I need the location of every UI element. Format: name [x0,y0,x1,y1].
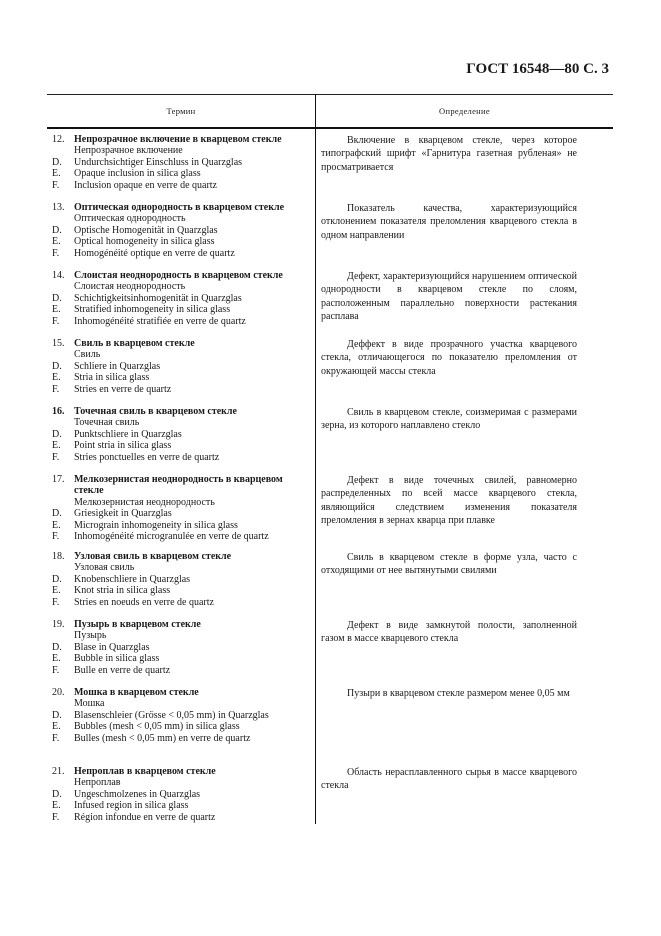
definition-text: Свиль в кварцевом стекле, соизмеримая с размерами зерна, из которого наплавлено стекло [321,407,577,432]
term-entry [52,338,310,395]
term-translation: Stries ponctuelles en verre de quartz [74,451,220,463]
definition-text: Показатель качества, характеризующийся отклонением показателя преломления кварцевого стекла в одном направлении [321,203,577,241]
term-translation: Blasenschleier (Grösse < 0,05 mm) in Quarzglas [74,709,269,721]
term-translation: Stries en verre de quartz [74,383,172,395]
term-e: E. Bubble in silica glass [52,653,160,665]
term-translation: Bulles (mesh < 0,05 mm) en verre de quartz [74,732,251,744]
term-name: Мелкозернистая неоднородность в кварцевом стекле [74,474,283,497]
term-name: Непрозрачное включение в кварцевом стекле [74,134,282,145]
term-number: 12. [52,134,65,145]
term-d: D. Undurchsichtiger Einschluss in Quarzglas [52,156,243,168]
term-translation: Undurchsichtiger Einschluss in Quarzglas [74,156,243,168]
term-short: Оптическая однородность [74,213,186,225]
term-entry [52,270,310,327]
term-f: F. Région infondue en verre de quartz [52,811,216,823]
term-number: 18. [52,551,65,562]
term-name: Непроплав в кварцевом стекле [74,766,216,777]
term-d: D. Blase in Quarzglas [52,641,150,653]
term-short: Непрозрачное включение [74,145,183,157]
term-translation: Knot stria in silica glass [74,585,171,597]
term-number: 17. [52,474,65,485]
term-name: Свиль в кварцевом стекле [74,338,195,349]
term-d: D. Punktschliere in Quarzglas [52,428,182,440]
definition-text: Дефект, характеризующийся нарушением оптической однородности в кварцевом стекле по слоям, расположенным параллельно поверхности растекания расплава [321,271,577,323]
term-translation: Stries en noeuds en verre de quartz [74,596,214,608]
term-d: D. Schliere in Quarzglas [52,360,161,372]
term-title [52,338,310,349]
term-name: Слоистая неоднородность в кварцевом стекле [74,270,283,281]
term-e: E. Stria in silica glass [52,372,150,384]
term-title [52,551,310,562]
term-number: 20. [52,687,65,698]
term-f: F. Inhomogénéité microgranulée en verre de quartz [52,531,269,543]
term-entry [52,619,310,676]
term-translation: Bubbles (mesh < 0,05 mm) in silica glass [74,721,240,733]
term-translation: Stratified inhomogeneity in silica glass [74,304,231,316]
term-number: 13. [52,202,65,213]
term-f: F. Bulle en verre de quartz [52,664,171,676]
term-number: 14. [52,270,65,281]
term-short: Слоистая неоднородность [74,281,186,293]
term-short: Непроплав [74,777,121,789]
term-title [52,766,310,777]
term-e: E. Bubbles (mesh < 0,05 mm) in silica glass [52,721,240,733]
term-e: E. Optical homogeneity in silica glass [52,236,215,248]
column-header-term: Термин [166,106,196,116]
term-name: Мошка в кварцевом стекле [74,687,199,698]
term-short: Свиль [74,349,101,361]
term-title [52,270,310,281]
term-d: D. Ungeschmolzenes in Quarzglas [52,788,201,800]
term-entry [52,551,310,608]
term-translation: Optical homogeneity in silica glass [74,236,215,248]
column-header-definition: Определение [439,106,490,116]
term-title [52,619,310,630]
definition-text: Свиль в кварцевом стекле в форме узла, часто с отходящими от нее вытянутыми свилями [321,552,577,577]
term-translation: Bulle en verre de quartz [74,664,171,676]
term-number: 19. [52,619,65,630]
term-d: D. Optische Homogenität in Quarzglas [52,224,218,236]
term-translation: Point stria in silica glass [74,440,172,452]
term-translation: Optische Homogenität in Quarzglas [74,224,218,236]
term-d: D. Knobenschliere in Quarzglas [52,573,191,585]
term-short: Мелкозернистая неоднородность [74,496,215,508]
term-translation: Stria in silica glass [74,372,150,384]
term-name: Узловая свиль в кварцевом стекле [74,551,232,562]
term-e: E. Opaque inclusion in silica glass [52,168,201,180]
term-number: 15. [52,338,65,349]
term-title [52,406,310,417]
term-e: E. Knot stria in silica glass [52,585,171,597]
term-entry [52,202,310,259]
term-translation: Griesigkeit in Quarzglas [74,508,172,520]
term-name: Оптическая однородность в кварцевом стекле [74,202,285,213]
term-short: Узловая свиль [74,562,135,574]
term-e: E. Micrograin inhomogeneity in silica glass [52,519,238,531]
term-entry [52,766,310,823]
definition-text: Область нерасплавленного сырья в массе кварцевого стекла [321,767,577,792]
term-number: 21. [52,766,65,777]
term-f: F. Inhomogénéité stratifiée en verre de quartz [52,315,246,327]
term-translation: Inclusion opaque en verre de quartz [74,179,217,191]
term-translation: Schichtigkeitsinhomogenität in Quarzglas [74,292,242,304]
term-e: E. Infused region in silica glass [52,800,189,812]
term-translation: Inhomogénéité microgranulée en verre de quartz [74,531,269,543]
term-short: Пузырь [74,630,107,642]
term-translation: Région infondue en verre de quartz [74,811,216,823]
term-e: E. Stratified inhomogeneity in silica glass [52,304,231,316]
term-translation: Schliere in Quarzglas [74,360,161,372]
term-translation: Homogénéité optique en verre de quartz [74,247,235,259]
term-d: D. Blasenschleier (Grösse < 0,05 mm) in Quarzglas [52,709,269,721]
term-translation: Inhomogénéité stratifiée en verre de quartz [74,315,246,327]
table-header-rule [47,127,613,129]
term-entry [52,406,310,463]
column-divider [315,94,316,824]
term-translation: Bubble in silica glass [74,653,160,665]
term-d: D. Griesigkeit in Quarzglas [52,508,172,520]
definition-text: Дефект в виде точечных свилей, равномерно распределенных по всей массе кварцевого стекла, являющийся следствием изменения показателя преломления в зернах кварца при плавке [321,475,577,527]
term-name: Точечная свиль в кварцевом стекле [74,406,237,417]
term-entry [52,134,310,191]
term-title [52,687,310,698]
term-title [52,134,310,145]
term-entry [52,687,310,744]
term-number: 16. [52,406,65,417]
term-e: E. Point stria in silica glass [52,440,172,452]
term-translation: Ungeschmolzenes in Quarzglas [74,788,201,800]
term-entry [52,474,310,542]
term-translation: Opaque inclusion in silica glass [74,168,201,180]
definition-text: Деффект в виде прозрачного участка кварцевого стекла, отличающегося по показателю преломления от окружающей массы стекла [321,339,577,377]
term-f: F. Stries ponctuelles en verre de quartz [52,451,220,463]
term-name: Пузырь в кварцевом стекле [74,619,201,630]
page-header: ГОСТ 16548—80 С. 3 [466,61,609,77]
term-d: D. Schichtigkeitsinhomogenität in Quarzglas [52,292,242,304]
term-translation: Infused region in silica glass [74,800,189,812]
definition-text: Включение в кварцевом стекле, через которое типографский шрифт «Гарнитура газетная рубленая» не просматривается [321,135,577,173]
term-f: F. Stries en verre de quartz [52,383,172,395]
term-translation: Blase in Quarzglas [74,641,150,653]
term-translation: Punktschliere in Quarzglas [74,428,182,440]
term-short: Точечная свиль [74,417,140,429]
term-f: F. Bulles (mesh < 0,05 mm) en verre de quartz [52,732,251,744]
definition-text: Дефект в виде замкнутой полости, заполненной газом в массе кварцевого стекла [321,620,577,645]
term-title [52,202,310,213]
term-title [52,474,310,497]
table-top-rule [47,94,613,95]
term-translation: Micrograin inhomogeneity in silica glass [74,519,238,531]
term-f: F. Stries en noeuds en verre de quartz [52,596,214,608]
term-f: F. Inclusion opaque en verre de quartz [52,179,217,191]
term-f: F. Homogénéité optique en verre de quartz [52,247,235,259]
definition-text: Пузыри в кварцевом стекле размером менее 0,05 мм [347,688,570,699]
term-short: Мошка [74,698,105,710]
term-translation: Knobenschliere in Quarzglas [74,573,191,585]
